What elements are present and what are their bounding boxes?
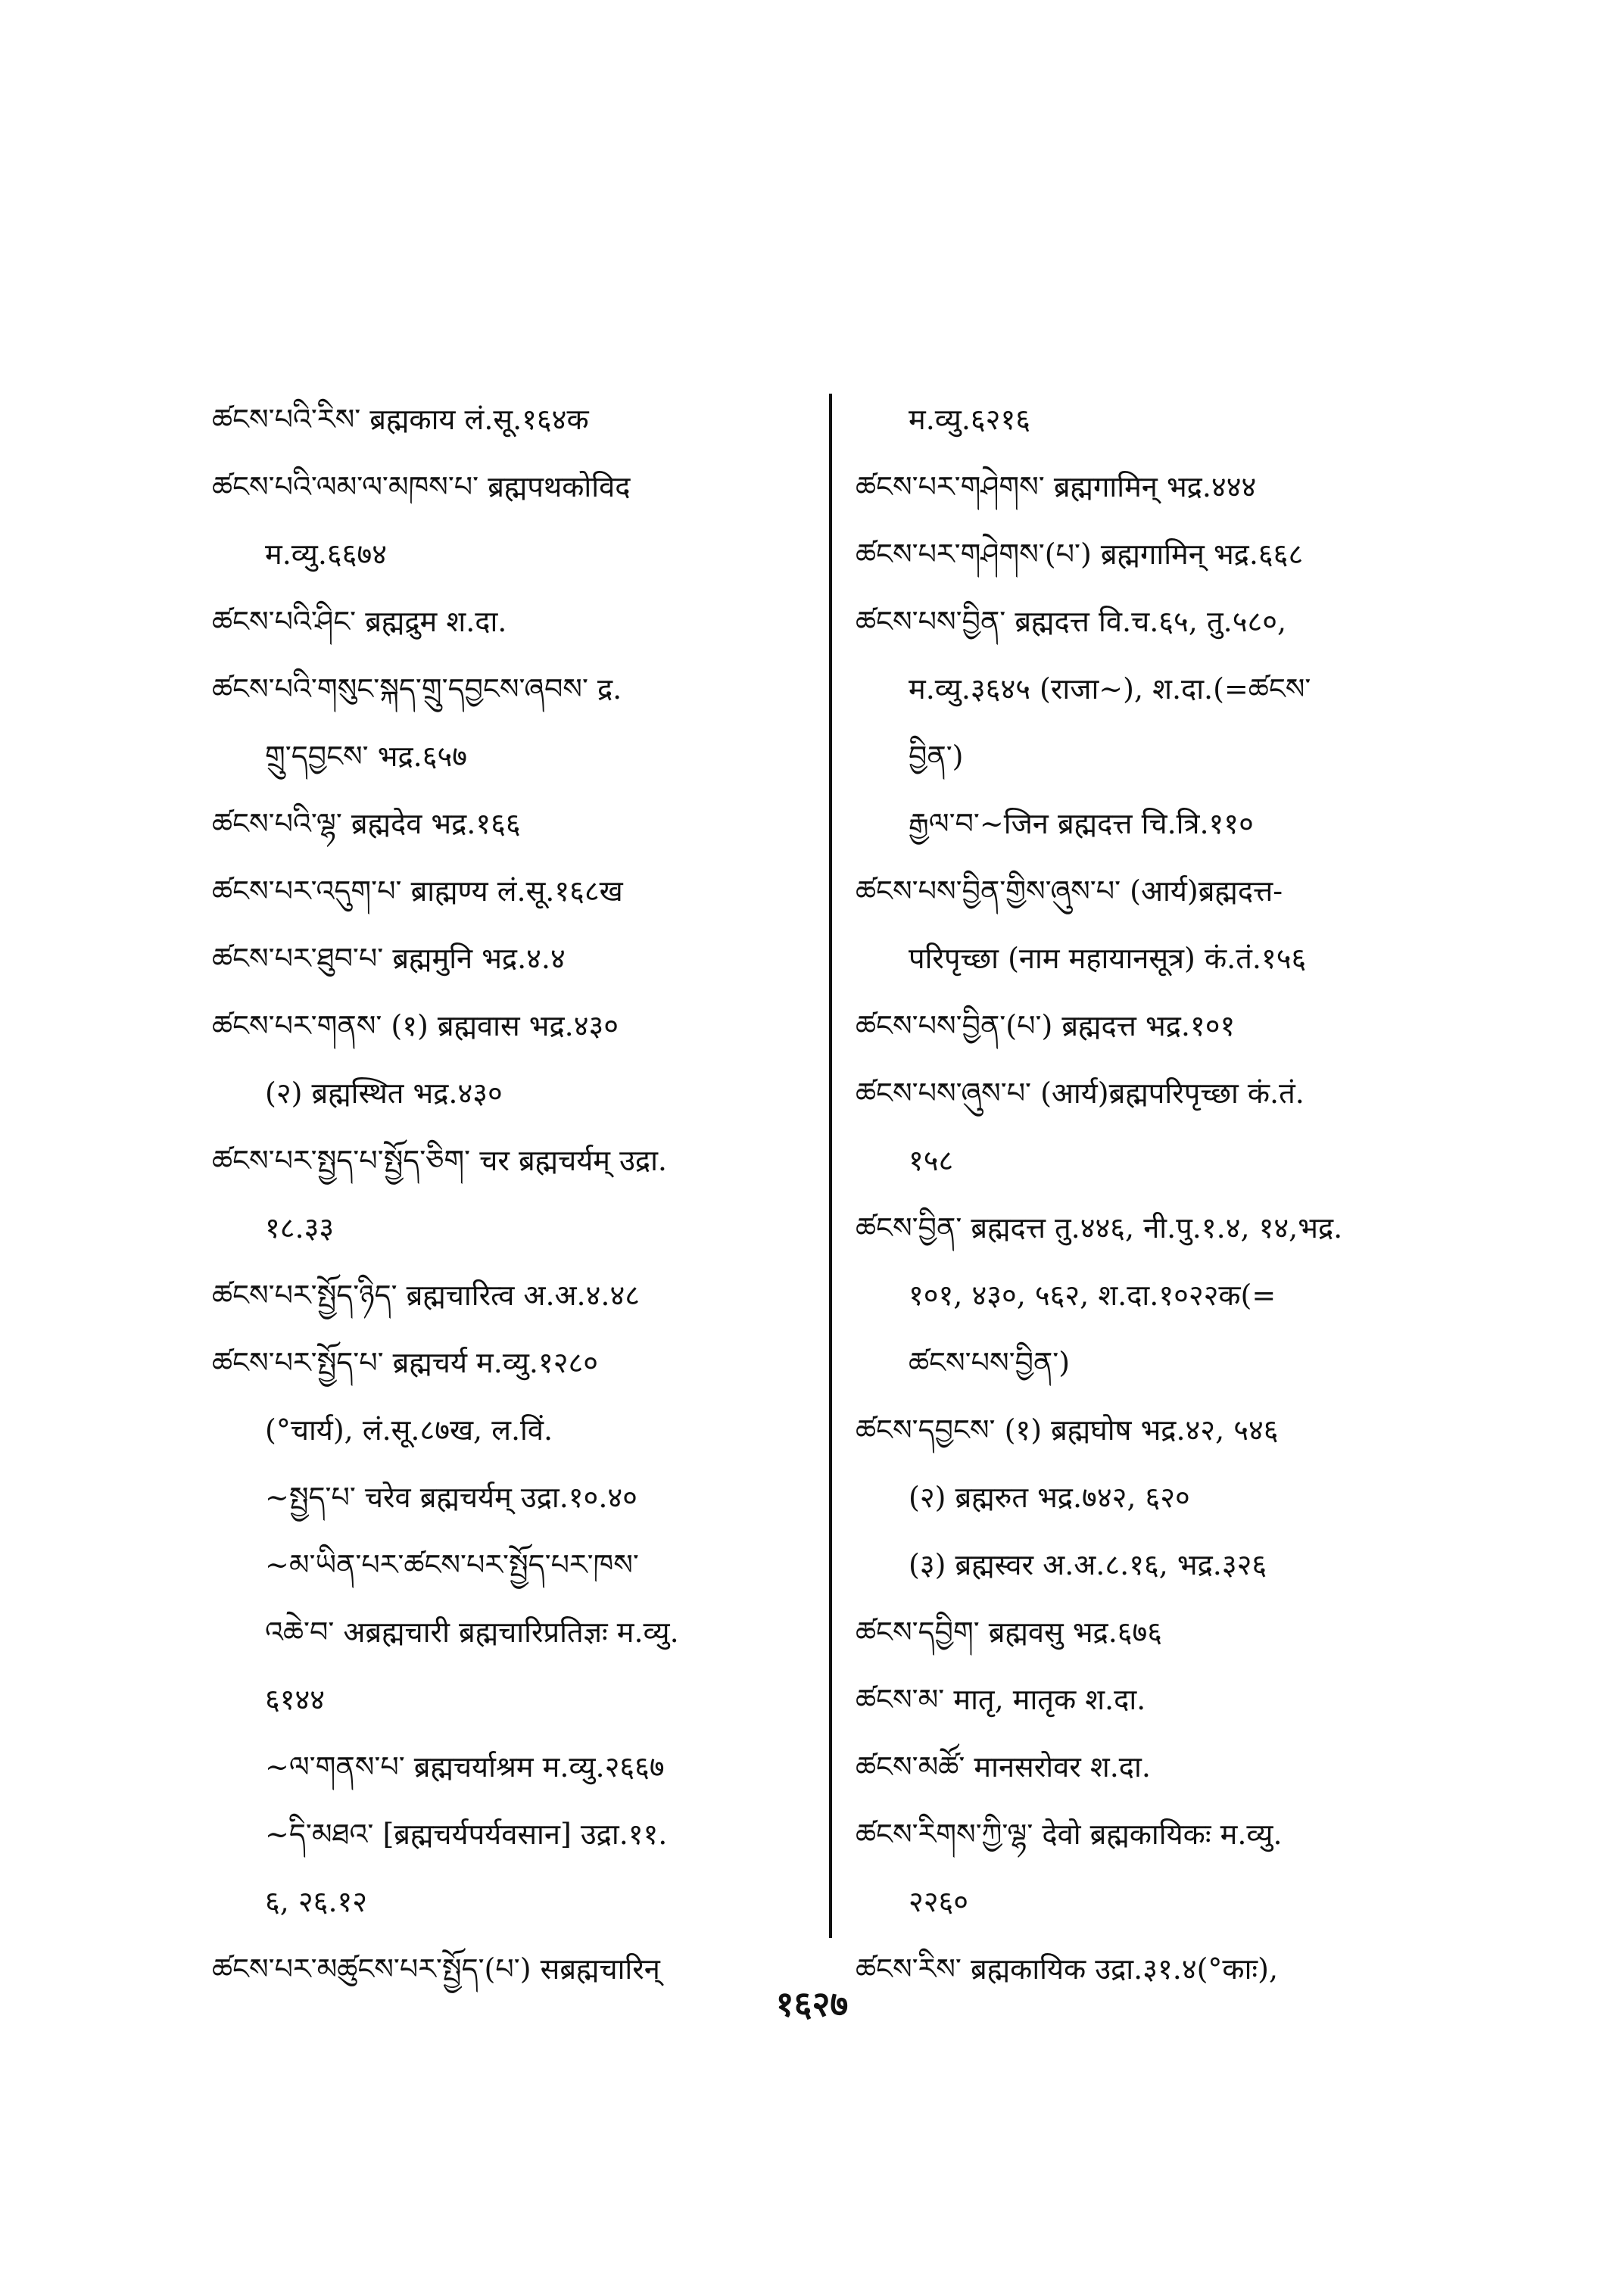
left-column (212, 386, 803, 2003)
entry-line: འཆེ་བ་ अब्रह्मचारी ब्रह्मचारिप्रतिज्ञः म.व्यु. (265, 1615, 679, 1649)
entry-line: ཚངས་པའི་ཤིང་ ब्रह्मद्रुम श.दा. (212, 605, 507, 638)
entry-line: བྱིན་) (909, 740, 964, 773)
entry-line: ཚངས་པར་སྤྱོད་ཉིད་ ब्रह्मचारित्व अ.अ.४.४८ (212, 1279, 640, 1312)
right-column (856, 386, 1454, 2003)
entry-line: ཚངས་མཚོ་ मानसरोवर श.दा. (856, 1750, 1151, 1784)
entry-line: རྒྱལ་བ་~जिन ब्रह्मदत्त चि.त्रि.११० (909, 807, 1254, 840)
entry-line: (३) ब्रह्मस्वर अ.अ.८.१६, भद्र.३२६ (909, 1548, 1267, 1581)
page-number: १६२७ (775, 1983, 849, 2024)
entry-line: परिपृच्छा (नाम महायानसूत्र) कं.तं.१५६ (909, 942, 1307, 975)
entry-line: ཚངས་མ་ मातृ, मातृक श.दा. (856, 1683, 1146, 1716)
entry-line: ཚངས་པས་བྱིན་གྱིས་ཞུས་པ་ (आर्य)ब्रह्मदत्त- (856, 874, 1283, 908)
entry-line: ཚངས་པས་བྱིན་) (909, 1346, 1071, 1379)
entry-line: ཚངས་པར་སྤྱོད་པ་ ब्रह्मचर्य म.व्यु.१२८० (212, 1346, 599, 1379)
entry-line: ཚངས་རིས་ ब्रह्मकायिक उद्रा.३१.४(°काः), (856, 1952, 1279, 1986)
entry-line: ཚངས་པར་གཤེགས་ ब्रह्मगामिन् भद्र.४४४ (856, 470, 1257, 503)
entry-line: ཚངས་པས་བྱིན་(པ་) ब्रह्मदत्त भद्र.१०१ (856, 1009, 1236, 1042)
entry-line: ཚངས་པར་གཤེགས་(པ་) ब्रह्मगामिन् भद्र.६६८ (856, 537, 1304, 571)
entry-line: ~སྤྱད་པ་ चरेव ब्रह्मचर्यम् उद्रा.१०.४० (265, 1481, 637, 1514)
entry-line: २२६० (909, 1885, 969, 1918)
entry-line: གྲུ་དབྱངས་ भद्र.६५७ (265, 740, 467, 773)
entry-line: ~ལ་གནས་པ་ ब्रह्मचर्याश्रम म.व्यु.२६६७ (265, 1750, 665, 1784)
entry-line: ཚངས་པའི་གསུང་སྐད་གྲུ་དབྱངས་ཞབས་ द्र. (212, 672, 622, 706)
entry-line: ཚངས་དབྱིག་ ब्रह्मवसु भद्र.६७६ (856, 1615, 1163, 1649)
entry-line: ཚངས་པར་ཐུབ་པ་ ब्रह्ममुनि भद्र.४.४ (212, 942, 566, 975)
entry-line: ཚངས་དབྱངས་ (१) ब्रह्मघोष भद्र.४२, ५४६ (856, 1413, 1279, 1447)
entry-line: १०१, ४३०, ५६२, श.दा.१०२२क(= (909, 1279, 1276, 1312)
entry-line: ཚངས་པའི་ལམ་ལ་མཁས་པ་ ब्रह्मपथकोविद (212, 470, 631, 503)
entry-line: ६, २६.१२ (265, 1885, 368, 1918)
entry-line: ཚངས་པར་སྤྱད་པ་སྤྱོད་ཅིག་ चर ब्रह्मचर्यम् उद्रा. (212, 1144, 667, 1177)
entry-line: १५८ (909, 1144, 954, 1177)
entry-line: (२) ब्रह्मरुत भद्र.७४२, ६२० (909, 1481, 1190, 1514)
entry-line: ཚངས་པར་མཚུངས་པར་སྤྱོད་(པ་) सब्रह्मचारिन् (212, 1952, 660, 1986)
entry-line: म.व्यु.६६७४ (265, 537, 387, 571)
entry-line: ཚངས་པས་ཞུས་པ་ (आर्य)ब्रह्मपरिपृच्छा कं.तं. (856, 1076, 1304, 1110)
entry-line: (२) ब्रह्मस्थित भद्र.४३० (265, 1076, 503, 1110)
entry-line: ཚངས་པས་བྱིན་ ब्रह्मदत्त वि.च.६५, तु.५८०, (856, 605, 1287, 638)
entry-line: ~མ་ཡིན་པར་ཚངས་པར་སྤྱོད་པར་ཁས་ (265, 1548, 639, 1581)
column-divider (829, 394, 832, 1938)
entry-line: म.व्यु.३६४५ (राजा~), श.दा.(=ཚངས་ (909, 672, 1311, 706)
entry-line: ཚངས་རིགས་ཀྱི་ལྷ་ देवो ब्रह्मकायिकः म.व्यु. (856, 1818, 1283, 1851)
entry-line: ཚངས་བྱིན་ ब्रह्मदत्त तु.४४६, नी.पु.१.४, १४,भद्र. (856, 1211, 1343, 1245)
entry-line: ६१४४ (265, 1683, 326, 1716)
entry-line: ཚངས་པའི་རིས་ ब्रह्मकाय लं.सू.१६४क (212, 403, 589, 436)
entry-line: (°चार्य), लं.सू.८७ख, ल.विं. (265, 1413, 553, 1447)
entry-line: ཚངས་པར་གནས་ (१) ब्रह्मवास भद्र.४३० (212, 1009, 619, 1042)
entry-line: ཚངས་པར་འདུག་པ་ ब्राह्मण्य लं.सू.१६८ख (212, 874, 623, 908)
entry-line: ཚངས་པའི་ལྷ་ ब्रह्मदेव भद्र.१६६ (212, 807, 521, 840)
entry-line: १८.३३ (265, 1211, 335, 1245)
entry-line: म.व्यु.६२१६ (909, 403, 1030, 436)
entry-line: ~དི་མཐའ་ [ब्रह्मचर्यपर्यवसान] उद्रा.११. (265, 1818, 668, 1851)
